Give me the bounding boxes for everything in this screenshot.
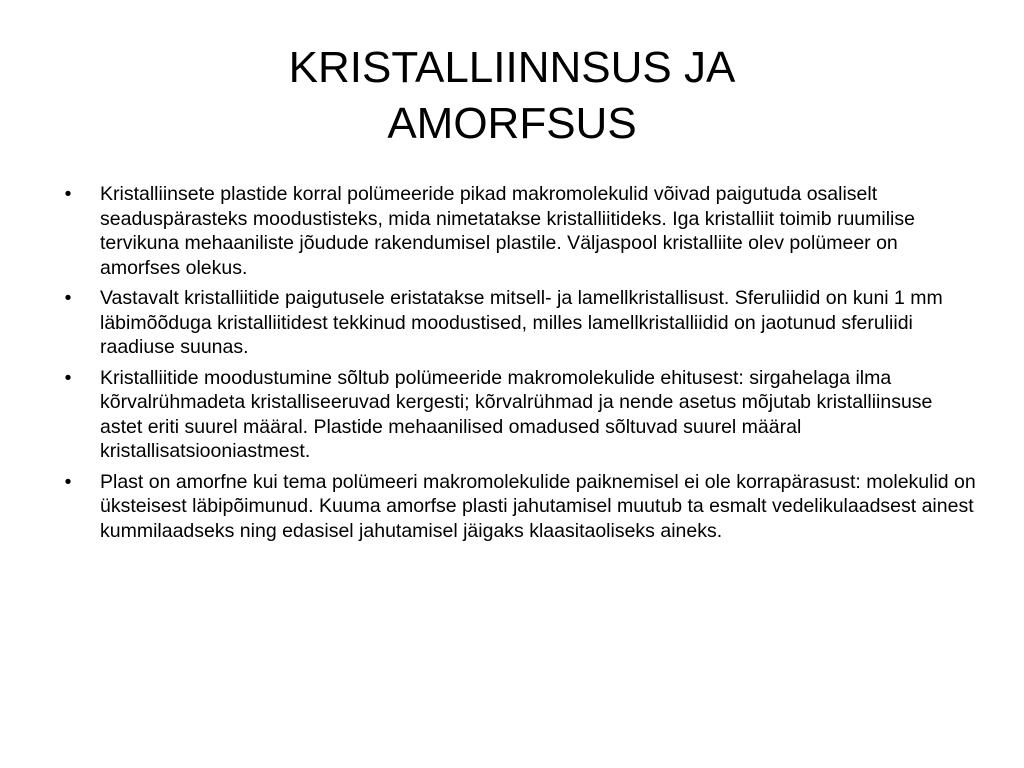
bullet-text: Plast on amorfne kui tema polümeeri makromolekulide paiknemisel ei ole korrapärasust: molekulid on üksteisest läbipõimunud. Kuuma amorfse plasti jahutamisel muutub ta esmalt vedelikulaadsest ainest kummilaadseks ning edasisel jahutamisel jäigaks klaasitaoliseks aineks.	[100, 470, 976, 542]
bullet-icon: •	[64, 470, 72, 493]
bullet-item	[58, 470, 978, 544]
bullet-text: Kristalliinsete plastide korral polümeeride pikad makromolekulid võivad paigutuda osaliselt seaduspärasteks moodustisteks, mida nimetatakse kristalliitideks. Iga kristalliit toimib ruumilise tervikuna mehaaniliste jõudude rakendumisel plastile. Väljaspool kristalliite olev polümeer on amorfses olekus.	[100, 183, 915, 279]
bullet-list	[58, 182, 978, 549]
bullet-item	[58, 366, 978, 464]
bullet-text: Vastavalt kristalliitide paigutusele eristatakse mitsell- ja lamellkristallisust. Sferuliidid on kuni 1 mm läbimõõduga kristalliitidest tekkinud moodustised, milles lamellkristalliidid on jaotunud sferuliidi raadiuse suunas.	[100, 287, 943, 358]
bullet-text: Kristalliitide moodustumine sõltub polümeeride makromolekulide ehitusest: sirgahelaga ilma kõrvalrühmadeta kristalliseeruvad kergesti; kõrvalrühmad ja nende asetus mõjutab kristalliinsuse astet eriti suurel määral. Plastide mehaanilised omadused sõltuvad suurel määral kristallisatsiooniastmest.	[100, 366, 933, 462]
bullet-item	[58, 182, 978, 280]
bullet-icon: •	[64, 366, 72, 389]
bullet-icon: •	[64, 287, 72, 309]
bullet-item	[58, 286, 978, 360]
slide-title: KRISTALLIINNSUS JA AMORFSUS	[288, 43, 736, 148]
bullet-icon: •	[64, 183, 72, 205]
